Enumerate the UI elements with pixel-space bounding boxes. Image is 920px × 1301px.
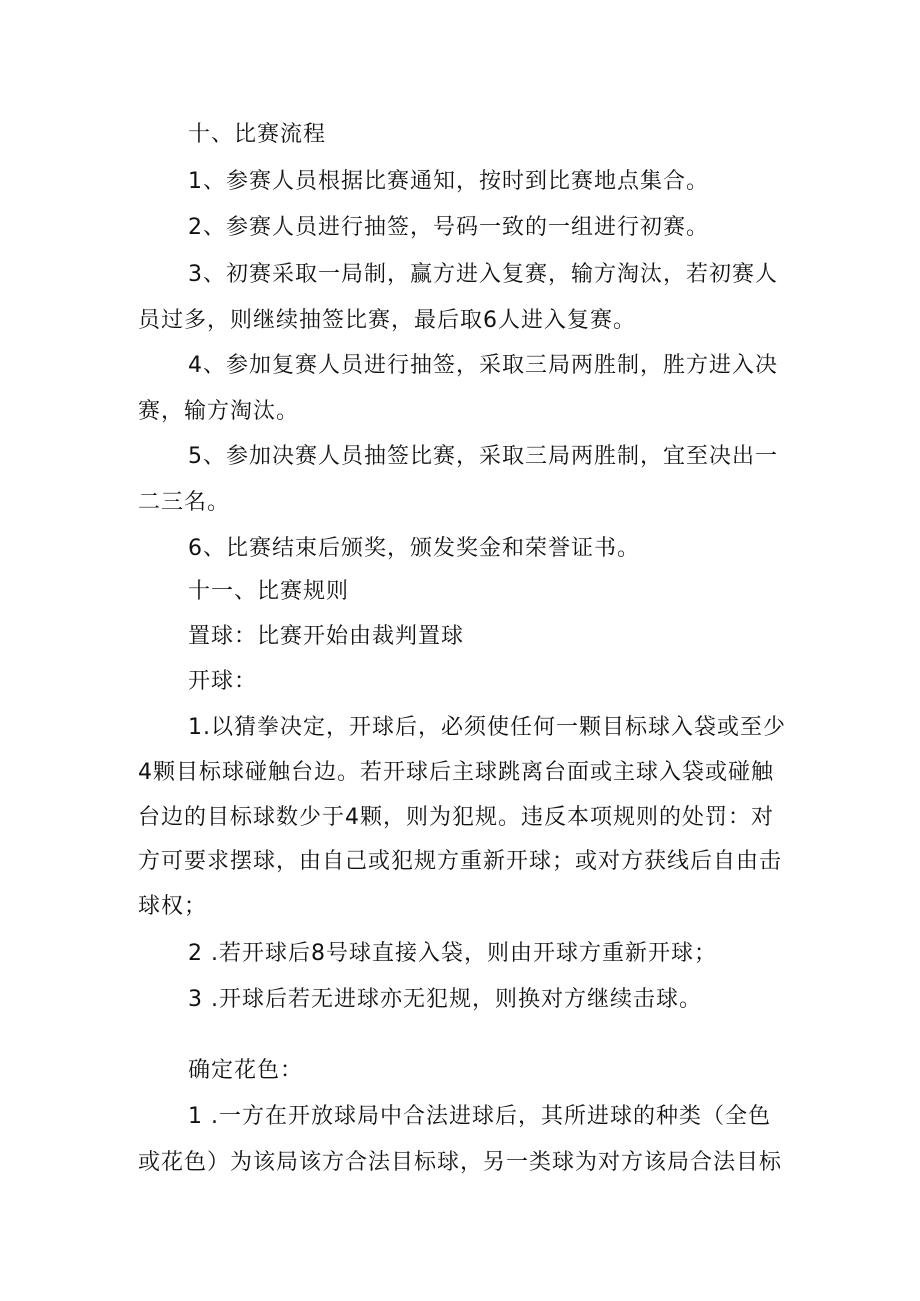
suit-rule-1-line-2: 或花色）为该局该方合法目标球，另一类球为对方该局合法目标: [138, 1150, 783, 1175]
break-rule-2: 2 .若开球后8号球直接入袋，则由开球方重新开球；: [188, 941, 717, 966]
process-item-5-line-1: 5、参加决赛人员抽签比赛，采取三局两胜制，宜至决出一: [188, 444, 778, 469]
rule-break-title: 开球：: [188, 669, 258, 694]
break-rule-1-line-5: 球权；: [138, 894, 208, 919]
break-rule-1-line-1: 1.以猜拳决定，开球后，必须使任何一颗目标球入袋或至少: [188, 715, 786, 740]
break-rule-1-line-2: 4颗目标球碰触台边。若开球后主球跳离台面或主球入袋或碰触: [138, 760, 774, 785]
process-item-3-line-2: 员过多，则继续抽签比赛，最后取6人进入复赛。: [138, 308, 636, 333]
break-rule-1-line-4: 方可要求摆球，由自己或犯规方重新开球；或对方获线后自由击: [138, 849, 783, 874]
process-item-3-line-1: 3、初赛采取一局制，赢方进入复赛，输方淘汰，若初赛人: [188, 262, 778, 287]
section-heading-rules: 十一、比赛规则: [188, 579, 350, 604]
process-item-4-line-1: 4、参加复赛人员进行抽签，采取三局两胜制，胜方进入决: [188, 353, 778, 378]
break-rule-1-line-3: 台边的目标球数少于4颗，则为犯规。违反本项规则的处罚：对: [138, 805, 774, 830]
process-item-4-line-2: 赛，输方淘汰。: [138, 399, 300, 424]
process-item-5-line-2: 二三名。: [138, 490, 231, 515]
process-item-1: 1、参赛人员根据比赛通知，按时到比赛地点集合。: [188, 169, 709, 194]
section-heading-process: 十、比赛流程: [188, 122, 327, 147]
process-item-6: 6、比赛结束后颁奖，颁发奖金和荣誉证书。: [188, 536, 640, 561]
suit-rule-1-line-1: 1 .一方在开放球局中合法进球后，其所进球的种类（全色: [188, 1104, 771, 1129]
rule-ball-placement: 置球：比赛开始由裁判置球: [188, 624, 465, 649]
process-item-2: 2、参赛人员进行抽签，号码一致的一组进行初赛。: [188, 215, 709, 240]
break-rule-3: 3 .开球后若无进球亦无犯规，则换对方继续击球。: [188, 987, 702, 1012]
rule-suit-title: 确定花色：: [188, 1058, 304, 1083]
